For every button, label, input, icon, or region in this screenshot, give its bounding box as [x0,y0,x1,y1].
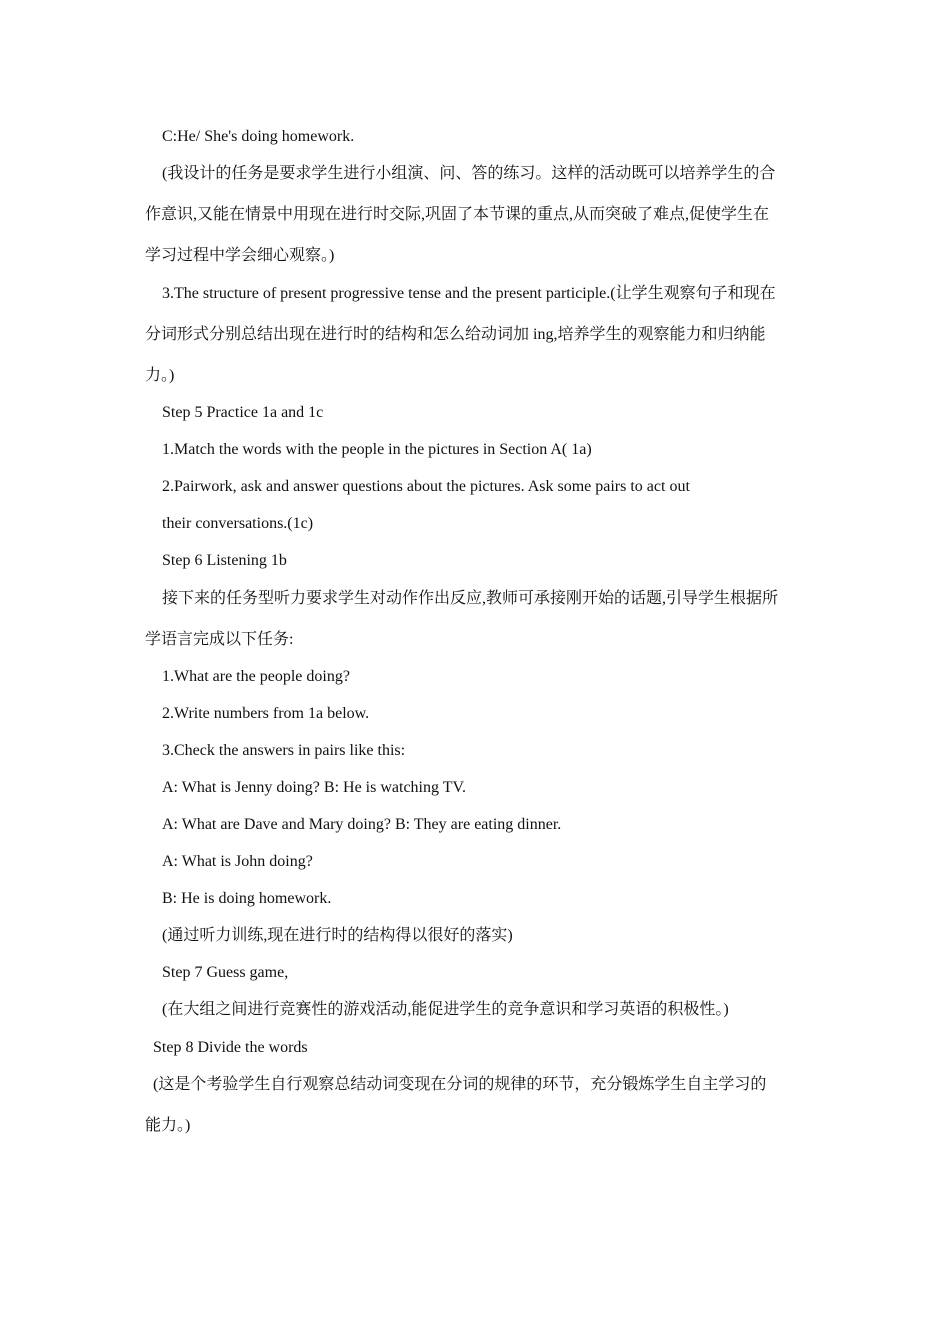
text-line: 1.What are the people doing? [162,668,350,685]
text-line: 3.The structure of present progressive tense and the present participle.(让学生观察句子和现在 [162,285,776,302]
text-line: 2.Pairwork, ask and answer questions about the pictures. Ask some pairs to act out [162,478,690,495]
text-line: (这是个考验学生自行观察总结动词变现在分词的规律的环节，充分锻炼学生自主学习的 [153,1076,767,1093]
text-line: 能力。) [145,1117,191,1134]
text-line: A: What is Jenny doing? B: He is watching TV. [162,779,466,796]
text-line: their conversations.(1c) [162,515,314,532]
text-line: Step 5 Practice 1a and 1c [162,404,324,421]
text-line: (我设计的任务是要求学生进行小组演、问、答的练习。这样的活动既可以培养学生的合 [162,165,776,182]
text-line: Step 7 Guess game, [162,964,289,981]
text-line: (在大组之间进行竞赛性的游戏活动,能促进学生的竞争意识和学习英语的积极性。) [162,1001,729,1018]
text-line: Step 8 Divide the words [153,1039,308,1056]
text-line: 学习过程中学会细心观察。) [145,247,335,264]
text-line: 3.Check the answers in pairs like this: [162,742,406,759]
text-line: 作意识,又能在情景中用现在进行时交际,巩固了本节课的重点,从而突破了难点,促使学生在 [145,206,770,223]
text-line: 学语言完成以下任务: [145,631,294,648]
text-line: 力。) [145,367,175,384]
text-line: Step 6 Listening 1b [162,552,287,569]
text-line: (通过听力训练,现在进行时的结构得以很好的落实) [162,927,513,944]
text-line: 接下来的任务型听力要求学生对动作作出反应,教师可承接刚开始的话题,引导学生根据所 [162,590,779,607]
text-line: C:He/ She's doing homework. [162,128,355,145]
text-line: A: What are Dave and Mary doing? B: They are eating dinner. [162,816,562,833]
text-line: A: What is John doing? [162,853,313,870]
text-line: 分词形式分别总结出现在进行时的结构和怎么给动词加 ing,培养学生的观察能力和归纳能 [145,326,766,343]
text-line: 1.Match the words with the people in the pictures in Section A( 1a) [162,441,592,458]
text-line: 2.Write numbers from 1a below. [162,705,370,722]
text-line: B: He is doing homework. [162,890,332,907]
